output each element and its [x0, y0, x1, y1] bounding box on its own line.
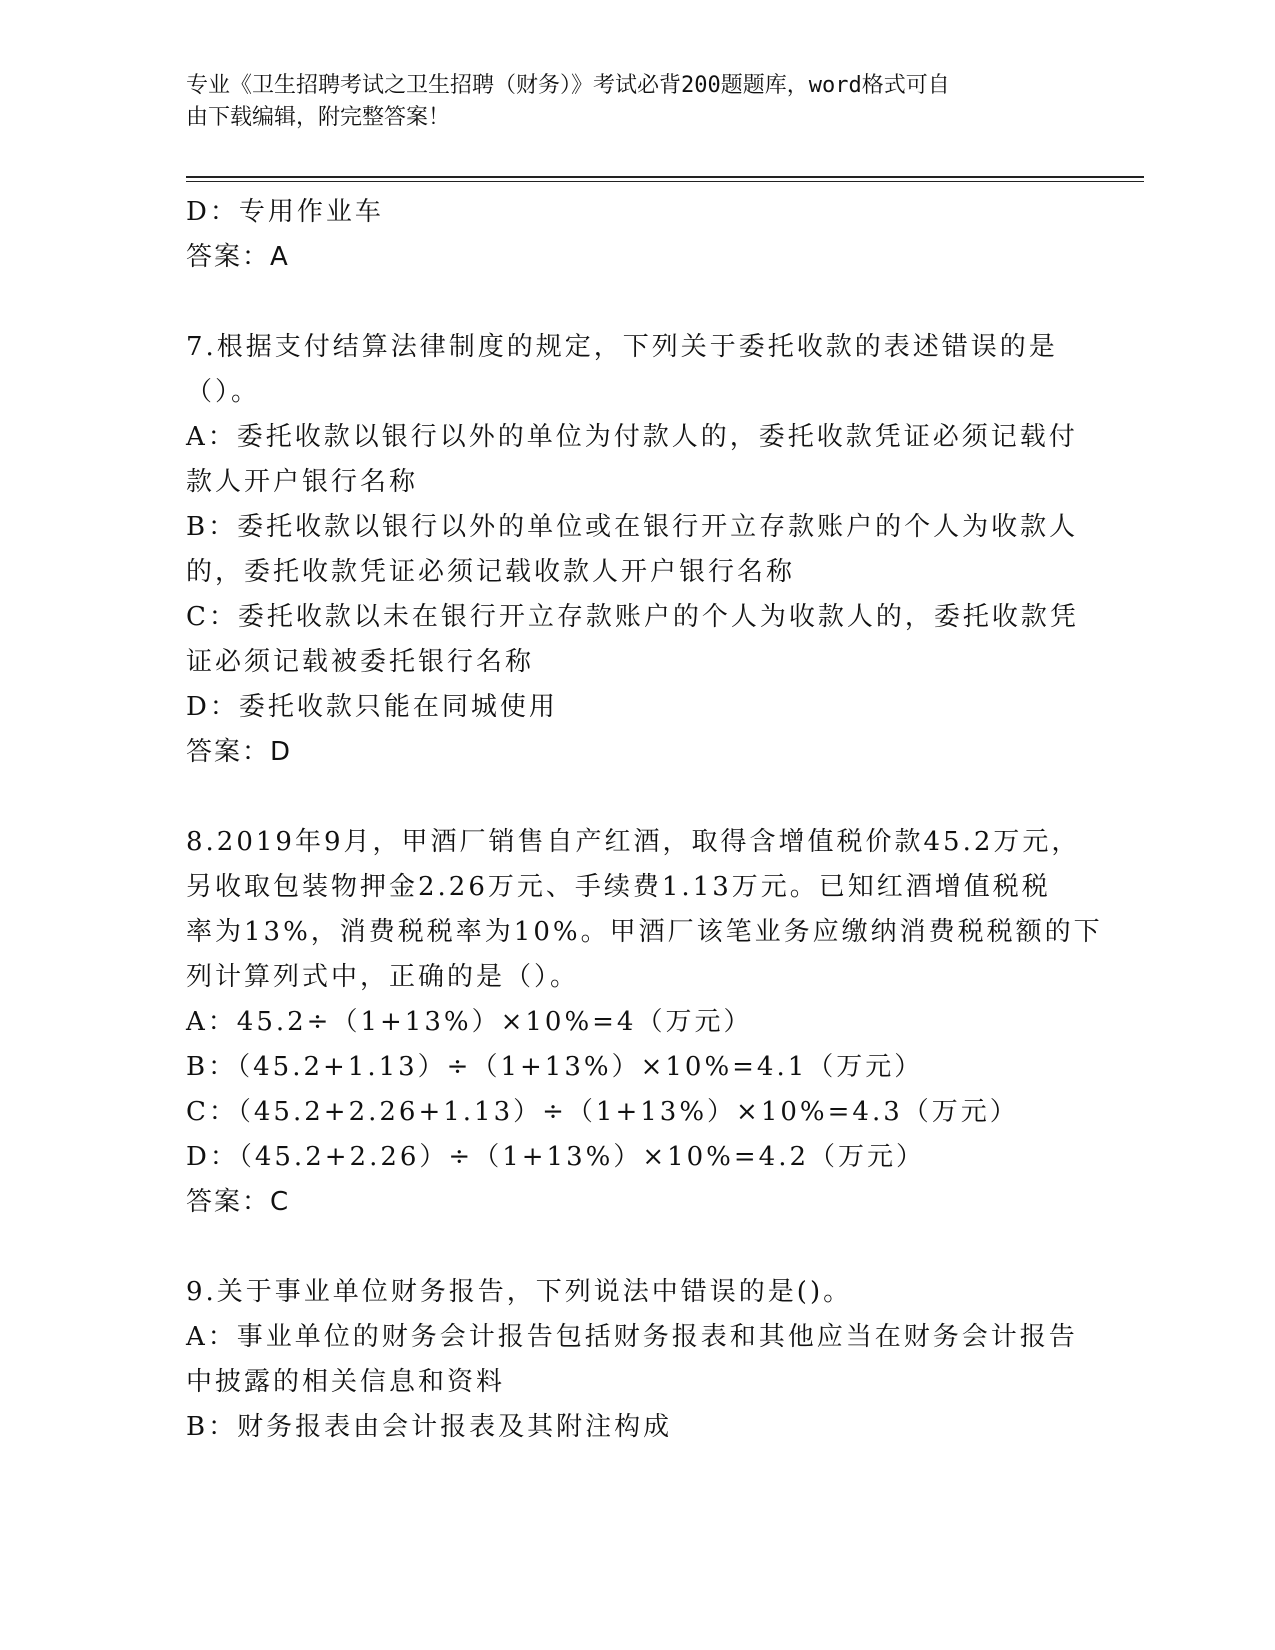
q7-stem: 7.根据支付结算法律制度的规定，下列关于委托收款的表述错误的是 [186, 332, 1058, 362]
q6-answer: 答案：A [186, 242, 290, 272]
q7-option-a: A：委托收款以银行以外的单位为付款人的，委托收款凭证必须记载付 [186, 422, 1078, 452]
q8-stem: 8.2019年9月，甲酒厂销售自产红酒，取得含增值税价款45.2万元， [186, 827, 1081, 857]
q7-option-d: D：委托收款只能在同城使用 [186, 692, 558, 722]
document-header [186, 70, 1076, 134]
spacer [186, 775, 1086, 820]
q7-option-b: B：委托收款以银行以外的单位或在银行开立存款账户的个人为收款人 [186, 512, 1079, 542]
q8-option-b: B：（45.2+1.13）÷（1+13%）×10%=4.1（万元） [186, 1052, 924, 1082]
q8-option-d: D：（45.2+2.26）÷（1+13%）×10%=4.2（万元） [186, 1142, 926, 1172]
header-title-line-1: 专业《卫生招聘考试之卫生招聘（财务）》考试必背200题题库，word格式可自 [186, 73, 950, 98]
header-title-line-2: 由下载编辑，附完整答案！ [186, 105, 451, 130]
q8-option-c: C：（45.2+2.26+1.13）÷（1+13%）×10%=4.3（万元） [186, 1097, 1019, 1127]
q7-option-b-cont: 的，委托收款凭证必须记载收款人开户银行名称 [186, 557, 796, 587]
q9-stem: 9.关于事业单位财务报告，下列说法中错误的是()。 [186, 1277, 853, 1307]
header-divider-thick [186, 176, 1144, 178]
q7-stem-cont: （）。 [186, 377, 261, 407]
q7-option-c: C：委托收款以未在银行开立存款账户的个人为收款人的，委托收款凭 [186, 602, 1079, 632]
q9-option-a: A：事业单位的财务会计报告包括财务报表和其他应当在财务会计报告 [186, 1322, 1078, 1352]
q8-answer: 答案：C [186, 1187, 291, 1217]
spacer [186, 280, 1086, 325]
q8-stem-cont-2: 率为13%，消费税税率为10%。甲酒厂该笔业务应缴纳消费税税额的下 [186, 917, 1103, 947]
header-divider-thin [186, 181, 1144, 182]
q7-option-a-cont: 款人开户银行名称 [186, 467, 419, 497]
q7-option-c-cont: 证必须记载被委托银行名称 [186, 647, 535, 677]
q8-stem-cont-3: 列计算列式中，正确的是（）。 [186, 962, 580, 992]
q9-option-b: B：财务报表由会计报表及其附注构成 [186, 1412, 673, 1442]
q7-answer: 答案：D [186, 737, 293, 767]
q9-option-a-cont: 中披露的相关信息和资料 [186, 1367, 506, 1397]
q8-stem-cont-1: 另收取包装物押金2.26万元、手续费1.13万元。已知红酒增值税税 [186, 872, 1051, 902]
document-body [186, 190, 1103, 1450]
spacer [186, 1225, 1086, 1270]
q8-option-a: A：45.2÷（1+13%）×10%=4（万元） [186, 1007, 753, 1037]
q6-option-d: D：专用作业车 [186, 197, 384, 227]
